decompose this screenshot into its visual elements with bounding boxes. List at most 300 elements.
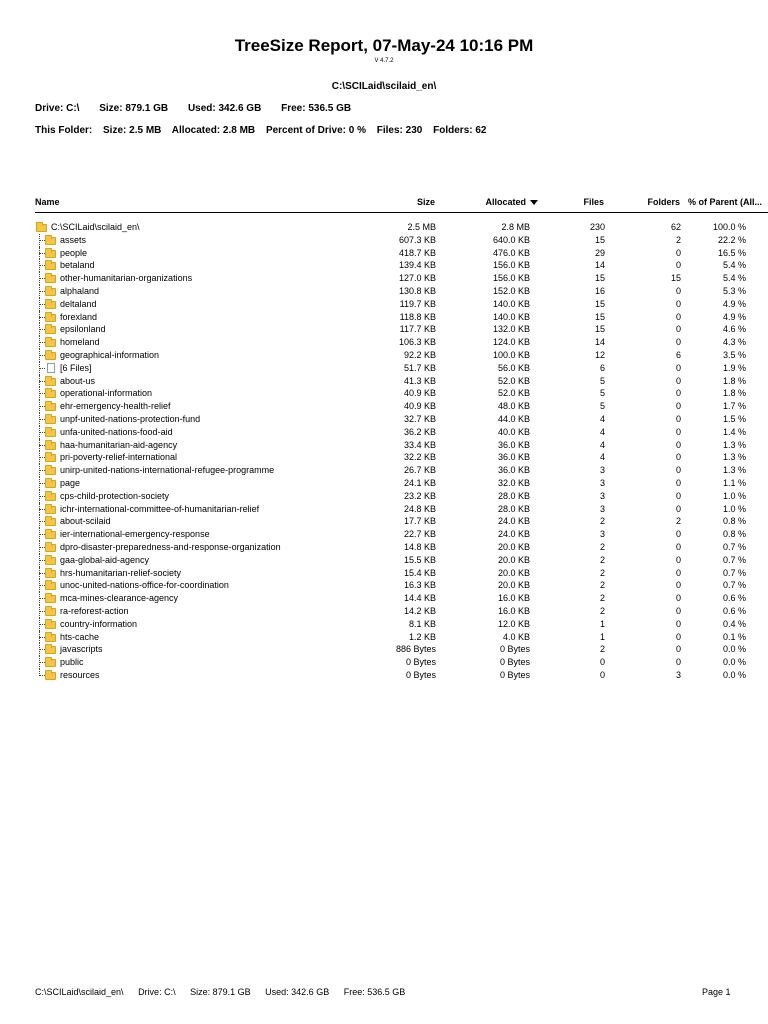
row-folders: 0	[675, 541, 681, 552]
table-row[interactable]	[0, 349, 768, 362]
row-size: 16.3 KB	[403, 580, 436, 591]
row-size: 32.2 KB	[403, 452, 436, 463]
column-header-percent-of-parent[interactable]: % of Parent (All...	[688, 197, 763, 207]
row-name: ichr-international-committee-of-humanitarian-relief	[60, 503, 260, 514]
row-allocated: 56.0 KB	[497, 362, 530, 373]
row-name: pri-poverty-relief-international	[60, 452, 178, 463]
row-percent: 1.3 %	[722, 452, 746, 463]
drive-size: Size: 879.1 GB	[99, 103, 169, 114]
row-percent: 0.0 %	[722, 644, 746, 655]
row-files: 16	[594, 285, 605, 296]
folder-icon	[35, 311, 51, 324]
row-allocated: 20.0 KB	[497, 554, 530, 565]
row-name: unoc-united-nations-office-for-coordination	[60, 580, 229, 591]
row-files: 5	[599, 388, 605, 399]
row-size: 1.2 KB	[408, 631, 436, 642]
table-row[interactable]	[0, 451, 768, 464]
folder-icon	[35, 464, 51, 477]
table-row[interactable]	[0, 631, 768, 644]
row-percent: 0.8 %	[722, 529, 746, 540]
folder-icon	[35, 477, 51, 490]
file-icon	[35, 362, 51, 375]
row-percent: 0.7 %	[722, 554, 746, 565]
row-percent: 5.4 %	[722, 260, 746, 271]
row-files: 3	[599, 490, 605, 501]
row-percent: 0.8 %	[722, 516, 746, 527]
row-name: betaland	[60, 260, 95, 271]
row-size: 92.2 KB	[403, 349, 436, 360]
row-name: haa-humanitarian-aid-agency	[60, 439, 178, 450]
row-size: 130.8 KB	[398, 285, 436, 296]
header-divider	[35, 212, 768, 213]
row-name: assets	[60, 234, 87, 245]
row-percent: 1.3 %	[722, 439, 746, 450]
row-percent: 3.5 %	[722, 349, 746, 360]
row-files: 5	[599, 401, 605, 412]
row-percent: 5.3 %	[722, 285, 746, 296]
row-allocated: 476.0 KB	[492, 247, 530, 258]
row-allocated: 16.0 KB	[497, 593, 530, 604]
table-row[interactable]	[0, 387, 768, 400]
footer-path: C:\SCILaid\scilaid_en\	[35, 987, 124, 997]
row-size: 106.3 KB	[398, 337, 436, 348]
row-percent: 1.8 %	[722, 388, 746, 399]
row-files: 2	[599, 644, 605, 655]
footer-free: Free: 536.5 GB	[343, 987, 406, 997]
row-percent: 0.4 %	[722, 618, 746, 629]
row-files: 4	[599, 439, 605, 450]
folder-icon	[35, 451, 51, 464]
table-row[interactable]	[0, 221, 768, 234]
row-size: 8.1 KB	[408, 618, 436, 629]
table-row[interactable]	[0, 413, 768, 426]
row-percent: 1.0 %	[722, 490, 746, 501]
row-size: 14.8 KB	[403, 541, 436, 552]
row-size: 51.7 KB	[403, 362, 436, 373]
row-name: C:\SCILaid\scilaid_en\	[51, 222, 140, 232]
row-size: 33.4 KB	[403, 439, 436, 450]
row-folders: 0	[675, 324, 681, 335]
row-name: dpro-disaster-preparedness-and-response-organization	[60, 541, 281, 552]
row-name: about-us	[60, 375, 96, 386]
table-row[interactable]	[0, 643, 768, 656]
table-row[interactable]	[0, 605, 768, 618]
row-folders: 0	[675, 465, 681, 476]
row-folders: 0	[675, 503, 681, 514]
drive-name: Drive: C:\	[35, 103, 80, 114]
footer-size: Size: 879.1 GB	[190, 987, 251, 997]
row-name: about-scilaid	[60, 516, 111, 527]
row-size: 40.9 KB	[403, 401, 436, 412]
table-row[interactable]	[0, 272, 768, 285]
folder-icon	[35, 567, 51, 580]
row-allocated: 100.0 KB	[492, 349, 530, 360]
folder-label: This Folder:	[35, 125, 93, 136]
row-percent: 0.7 %	[722, 567, 746, 578]
row-files: 2	[599, 605, 605, 616]
row-folders: 0	[675, 554, 681, 565]
folder-icon	[35, 259, 51, 272]
row-percent: 1.3 %	[722, 465, 746, 476]
column-header-allocated-label: Allocated	[485, 197, 526, 207]
row-folders: 0	[675, 285, 681, 296]
row-name: [6 Files]	[60, 362, 92, 373]
row-files: 2	[599, 554, 605, 565]
row-allocated: 20.0 KB	[497, 541, 530, 552]
table-row[interactable]	[0, 311, 768, 324]
row-allocated: 640.0 KB	[492, 234, 530, 245]
folder-icon	[35, 643, 51, 656]
folder-icon	[35, 631, 51, 644]
table-row[interactable]	[0, 515, 768, 528]
folder-icon	[35, 375, 51, 388]
drive-free: Free: 536.5 GB	[281, 103, 352, 114]
table-row[interactable]	[0, 298, 768, 311]
row-files: 14	[594, 260, 605, 271]
folder-icon	[35, 247, 51, 260]
row-name: ehr-emergency-health-relief	[60, 401, 171, 412]
row-name: other-humanitarian-organizations	[60, 273, 193, 284]
row-name: unpf-united-nations-protection-fund	[60, 413, 201, 424]
folder-percent: Percent of Drive: 0 %	[265, 125, 366, 136]
row-size: 17.7 KB	[403, 516, 436, 527]
row-allocated: 124.0 KB	[492, 337, 530, 348]
table-row[interactable]	[0, 528, 768, 541]
folder-icon	[35, 336, 51, 349]
row-folders: 0	[675, 337, 681, 348]
folder-icon	[35, 426, 51, 439]
row-files: 2	[599, 593, 605, 604]
folder-size: Size: 2.5 MB	[103, 125, 162, 136]
table-row[interactable]	[0, 503, 768, 516]
row-percent: 0.6 %	[722, 605, 746, 616]
row-percent: 0.0 %	[722, 657, 746, 668]
row-name: ra-reforest-action	[60, 605, 129, 616]
row-allocated: 52.0 KB	[497, 388, 530, 399]
row-files: 15	[594, 234, 605, 245]
row-files: 15	[594, 311, 605, 322]
table-row[interactable]	[0, 400, 768, 413]
table-row[interactable]	[0, 336, 768, 349]
row-name: operational-information	[60, 388, 153, 399]
row-name: ier-international-emergency-response	[60, 529, 210, 540]
row-folders: 0	[675, 311, 681, 322]
row-folders: 0	[675, 439, 681, 450]
folder-icon	[35, 490, 51, 503]
row-percent: 1.5 %	[722, 413, 746, 424]
row-folders: 0	[675, 401, 681, 412]
row-folders: 0	[675, 567, 681, 578]
folder-icon	[35, 221, 51, 234]
row-allocated: 44.0 KB	[497, 413, 530, 424]
row-name: page	[60, 477, 81, 488]
row-name: hrs-humanitarian-relief-society	[60, 567, 182, 578]
table-row[interactable]	[0, 579, 768, 592]
folder-icon	[35, 503, 51, 516]
table-row[interactable]	[0, 234, 768, 247]
row-folders: 0	[675, 426, 681, 437]
row-allocated: 132.0 KB	[492, 324, 530, 335]
row-percent: 0.7 %	[722, 541, 746, 552]
page-number: Page 1	[702, 987, 731, 997]
row-folders: 15	[670, 273, 681, 284]
row-files: 230	[589, 222, 605, 232]
row-percent: 1.9 %	[722, 362, 746, 373]
row-folders: 2	[675, 234, 681, 245]
column-header-name[interactable]: Name	[35, 197, 60, 207]
row-files: 4	[599, 413, 605, 424]
folder-icon	[35, 349, 51, 362]
row-allocated: 28.0 KB	[497, 490, 530, 501]
row-allocated: 40.0 KB	[497, 426, 530, 437]
row-percent: 100.0 %	[712, 222, 746, 232]
table-row[interactable]	[0, 554, 768, 567]
row-files: 15	[594, 298, 605, 309]
row-percent: 4.9 %	[722, 311, 746, 322]
row-name: country-information	[60, 618, 138, 629]
folder-icon	[35, 579, 51, 592]
row-size: 36.2 KB	[403, 426, 436, 437]
folder-icon	[35, 439, 51, 452]
row-size: 117.7 KB	[399, 324, 436, 335]
folder-icon	[35, 298, 51, 311]
row-name: public	[60, 657, 84, 668]
drive-summary	[35, 103, 368, 114]
row-files: 2	[599, 580, 605, 591]
row-allocated: 36.0 KB	[497, 439, 530, 450]
row-files: 15	[594, 273, 605, 284]
row-files: 0	[599, 669, 605, 680]
table-row[interactable]	[0, 618, 768, 631]
page-footer	[35, 987, 417, 997]
row-files: 3	[599, 503, 605, 514]
folder-icon	[35, 285, 51, 298]
row-percent: 16.5 %	[717, 247, 746, 258]
row-folders: 0	[675, 593, 681, 604]
row-allocated: 0 Bytes	[499, 669, 530, 680]
row-folders: 0	[675, 452, 681, 463]
row-name: deltaland	[60, 298, 97, 309]
row-percent: 0.6 %	[722, 593, 746, 604]
report-title: TreeSize Report, 07-May-24 10:16 PM	[234, 36, 534, 55]
row-folders: 0	[675, 631, 681, 642]
row-size: 127.0 KB	[398, 273, 436, 284]
folder-icon	[35, 272, 51, 285]
row-folders: 0	[675, 490, 681, 501]
sort-descending-icon	[530, 200, 538, 205]
table-row[interactable]	[0, 477, 768, 490]
folder-icon	[35, 592, 51, 605]
row-files: 3	[599, 465, 605, 476]
row-allocated: 52.0 KB	[497, 375, 530, 386]
table-row[interactable]	[0, 669, 768, 682]
row-files: 0	[599, 657, 605, 668]
row-percent: 22.2 %	[717, 234, 746, 245]
folder-files: Files: 230	[376, 125, 423, 136]
row-size: 15.5 KB	[403, 554, 436, 565]
row-name: forexland	[60, 311, 98, 322]
folder-icon	[35, 234, 51, 247]
row-percent: 0.1 %	[722, 631, 746, 642]
row-percent: 5.4 %	[722, 273, 746, 284]
row-allocated: 156.0 KB	[492, 260, 530, 271]
row-allocated: 4.0 KB	[502, 631, 530, 642]
table-row[interactable]	[0, 247, 768, 260]
folder-icon	[35, 528, 51, 541]
row-percent: 1.7 %	[722, 401, 746, 412]
row-size: 15.4 KB	[403, 567, 436, 578]
row-size: 118.8 KB	[399, 311, 436, 322]
row-folders: 0	[675, 529, 681, 540]
table-row[interactable]	[0, 464, 768, 477]
row-files: 3	[599, 477, 605, 488]
row-folders: 0	[675, 362, 681, 373]
row-percent: 1.4 %	[722, 426, 746, 437]
row-size: 2.5 MB	[407, 222, 436, 232]
row-folders: 6	[675, 349, 681, 360]
row-files: 3	[599, 529, 605, 540]
row-folders: 0	[675, 375, 681, 386]
row-folders: 62	[670, 222, 681, 232]
row-allocated: 32.0 KB	[497, 477, 530, 488]
row-size: 23.2 KB	[403, 490, 436, 501]
row-files: 1	[599, 631, 605, 642]
table-row[interactable]	[0, 490, 768, 503]
table-row[interactable]	[0, 541, 768, 554]
row-allocated: 0 Bytes	[499, 657, 530, 668]
row-allocated: 2.8 MB	[501, 222, 530, 232]
row-name: resources	[60, 669, 100, 680]
row-files: 12	[594, 349, 605, 360]
row-folders: 0	[675, 657, 681, 668]
row-files: 29	[594, 247, 605, 258]
row-files: 6	[599, 362, 605, 373]
row-allocated: 24.0 KB	[497, 529, 530, 540]
row-size: 607.3 KB	[398, 234, 436, 245]
row-files: 1	[599, 618, 605, 629]
row-files: 5	[599, 375, 605, 386]
tree-table	[0, 221, 768, 682]
row-size: 139.4 KB	[398, 260, 436, 271]
folder-icon	[35, 400, 51, 413]
table-row[interactable]	[0, 439, 768, 452]
row-name: unirp-united-nations-international-refugee-programme	[60, 465, 275, 476]
row-size: 22.7 KB	[403, 529, 436, 540]
table-row[interactable]	[0, 362, 768, 375]
table-row[interactable]	[0, 323, 768, 336]
row-size: 32.7 KB	[403, 413, 436, 424]
row-allocated: 36.0 KB	[497, 452, 530, 463]
table-row[interactable]	[0, 259, 768, 272]
row-size: 14.4 KB	[403, 593, 436, 604]
row-allocated: 20.0 KB	[497, 580, 530, 591]
row-size: 0 Bytes	[405, 669, 436, 680]
version-label: V 4.7.2	[374, 58, 394, 64]
row-name: hts-cache	[60, 631, 100, 642]
row-name: alphaland	[60, 285, 100, 296]
row-allocated: 36.0 KB	[497, 465, 530, 476]
folder-icon	[35, 323, 51, 336]
folder-icon	[35, 669, 51, 682]
row-percent: 1.1 %	[722, 477, 746, 488]
column-header-folders[interactable]: Folders	[647, 197, 680, 207]
row-size: 0 Bytes	[405, 657, 436, 668]
report-path: C:\SCILaid\scilaid_en\	[331, 81, 437, 92]
folder-icon	[35, 387, 51, 400]
column-header-size[interactable]: Size	[416, 197, 435, 207]
footer-drive: Drive: C:\	[138, 987, 176, 997]
row-allocated: 28.0 KB	[497, 503, 530, 514]
row-name: geographical-information	[60, 349, 160, 360]
column-header-allocated[interactable]	[460, 197, 538, 211]
row-files: 15	[594, 324, 605, 335]
folder-icon	[35, 541, 51, 554]
column-header-files[interactable]: Files	[583, 197, 604, 207]
row-folders: 0	[675, 580, 681, 591]
row-allocated: 0 Bytes	[499, 644, 530, 655]
table-row[interactable]	[0, 426, 768, 439]
row-files: 2	[599, 541, 605, 552]
row-size: 119.7 KB	[399, 298, 436, 309]
row-name: people	[60, 247, 88, 258]
folder-icon	[35, 554, 51, 567]
folder-summary	[35, 125, 495, 136]
row-name: unfa-united-nations-food-aid	[60, 426, 173, 437]
row-folders: 0	[675, 260, 681, 271]
row-percent: 4.9 %	[722, 298, 746, 309]
folder-allocated: Allocated: 2.8 MB	[171, 125, 256, 136]
row-allocated: 16.0 KB	[497, 605, 530, 616]
row-name: cps-child-protection-society	[60, 490, 170, 501]
row-folders: 0	[675, 298, 681, 309]
row-folders: 0	[675, 247, 681, 258]
folder-icon	[35, 656, 51, 669]
row-folders: 3	[675, 669, 681, 680]
row-size: 14.2 KB	[403, 605, 436, 616]
row-size: 40.9 KB	[403, 388, 436, 399]
row-folders: 0	[675, 413, 681, 424]
folder-folders: Folders: 62	[433, 125, 487, 136]
table-row[interactable]	[0, 567, 768, 580]
row-allocated: 20.0 KB	[497, 567, 530, 578]
row-folders: 0	[675, 388, 681, 399]
row-files: 2	[599, 567, 605, 578]
row-folders: 0	[675, 618, 681, 629]
row-percent: 1.8 %	[722, 375, 746, 386]
table-row[interactable]	[0, 592, 768, 605]
row-allocated: 140.0 KB	[492, 311, 530, 322]
row-folders: 0	[675, 605, 681, 616]
row-percent: 0.0 %	[722, 669, 746, 680]
table-row[interactable]	[0, 656, 768, 669]
row-allocated: 24.0 KB	[497, 516, 530, 527]
drive-used: Used: 342.6 GB	[187, 103, 262, 114]
row-name: javascripts	[60, 644, 103, 655]
row-size: 418.7 KB	[398, 247, 436, 258]
row-size: 24.8 KB	[403, 503, 436, 514]
row-files: 4	[599, 452, 605, 463]
row-percent: 1.0 %	[722, 503, 746, 514]
folder-icon	[35, 605, 51, 618]
row-allocated: 12.0 KB	[497, 618, 530, 629]
folder-icon	[35, 515, 51, 528]
table-row[interactable]	[0, 285, 768, 298]
row-folders: 2	[675, 516, 681, 527]
row-name: gaa-global-aid-agency	[60, 554, 150, 565]
row-size: 886 Bytes	[395, 644, 436, 655]
table-row[interactable]	[0, 375, 768, 388]
row-size: 24.1 KB	[403, 477, 436, 488]
